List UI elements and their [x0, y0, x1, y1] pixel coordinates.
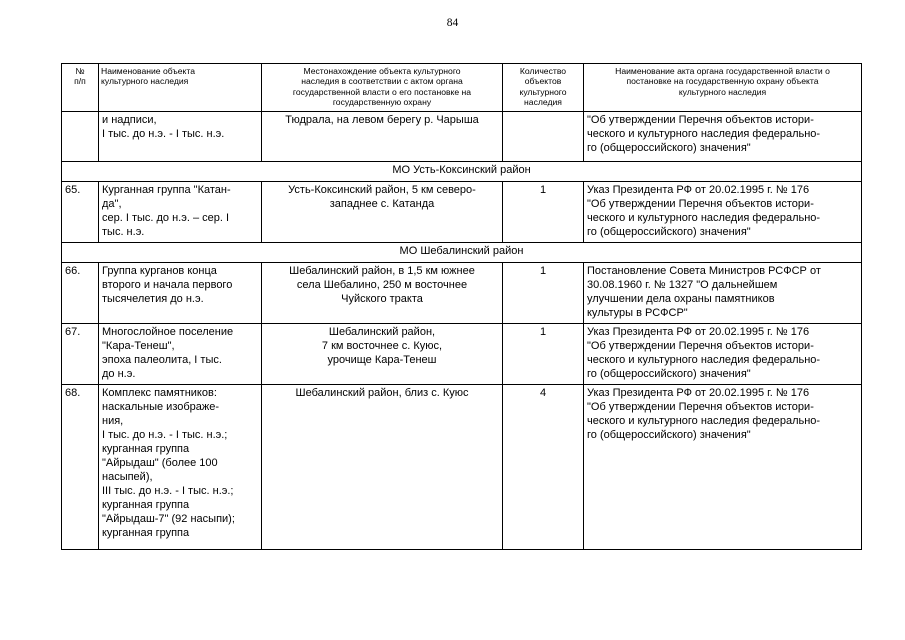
header-act: [584, 64, 862, 112]
object-name-line: наскальные изображе-: [102, 401, 220, 413]
object-name-line: Группа курганов конца: [102, 265, 217, 277]
header-line: государственной власти о его постановке на: [292, 86, 472, 97]
protection-act-line: Указ Президента РФ от 20.02.1995 г. № 176: [587, 184, 810, 196]
object-number: 66.: [62, 263, 99, 324]
table-body: [62, 112, 862, 550]
object-number: 68.: [62, 385, 99, 550]
page-number: 84: [446, 17, 459, 29]
header-line: наследия в соответствии с актом органа: [301, 76, 463, 87]
protection-act-line: ческого и культурного наследия федерально-: [587, 354, 821, 366]
object-location-line: Шебалинский район, в 1,5 км южнее: [289, 265, 475, 277]
protection-act-line: ческого и культурного наследия федерально-: [587, 128, 821, 140]
protection-act-line: Указ Президента РФ от 20.02.1995 г. № 176: [587, 387, 810, 399]
object-count: 1: [503, 263, 584, 324]
protection-act-line: го (общероссийского) значения": [587, 368, 751, 380]
header-location: [262, 64, 503, 112]
protection-act: [584, 385, 862, 550]
object-name-line: III тыс. до н.э. - I тыс. н.э.;: [102, 485, 234, 497]
object-location-line: западнее с. Катанда: [329, 198, 435, 210]
heritage-registry-table: [61, 63, 862, 550]
object-name: [99, 182, 262, 243]
object-location-line: Тюдрала, на левом берегу р. Чарыша: [285, 114, 479, 126]
object-name-line: курганная группа: [102, 443, 190, 455]
object-location: [262, 324, 503, 385]
object-location: [262, 263, 503, 324]
object-location-line: 7 км восточнее с. Куюс,: [321, 340, 443, 352]
object-name-line: до н.э.: [102, 368, 136, 380]
object-location: [262, 112, 503, 162]
header-line: п/п: [74, 76, 86, 87]
object-location: [262, 182, 503, 243]
object-location-line: Усть-Коксинский район, 5 км северо-: [288, 184, 476, 196]
protection-act: [584, 112, 862, 162]
object-name-line: второго и начала первого: [102, 279, 233, 291]
object-number: 65.: [62, 182, 99, 243]
object-name-line: Многослойное поселение: [102, 326, 234, 338]
protection-act: [584, 263, 862, 324]
object-name-line: курганная группа: [102, 499, 190, 511]
protection-act-line: "Об утверждении Перечня объектов истори-: [587, 340, 814, 352]
object-name-line: I тыс. до н.э. - I тыс. н.э.: [102, 128, 225, 140]
object-count: [503, 112, 584, 162]
header-line: культурного наследия: [101, 76, 189, 87]
protection-act: [584, 182, 862, 243]
table-row: [62, 385, 862, 550]
object-name-line: Курганная группа "Катан-: [102, 184, 231, 196]
header-line: №: [75, 66, 85, 76]
protection-act-line: го (общероссийского) значения": [587, 429, 751, 441]
header-line: наследия: [524, 97, 562, 108]
section-title: МО Усть-Коксинский район: [62, 162, 862, 182]
object-name-line: Комплекс памятников:: [102, 387, 217, 399]
object-location: [262, 385, 503, 550]
protection-act-line: Постановление Совета Министров РСФСР от: [587, 265, 821, 277]
table-row: [62, 182, 862, 243]
header-object-name: [99, 64, 262, 112]
object-name-line: "Айрыдаш-7" (92 насыпи);: [102, 513, 235, 525]
object-name-line: да",: [102, 198, 122, 210]
object-name-line: и надписи,: [102, 114, 157, 126]
protection-act-line: ческого и культурного наследия федерально-: [587, 415, 821, 427]
section-row: [62, 162, 862, 182]
object-name-line: "Кара-Тенеш",: [102, 340, 175, 352]
object-name-line: I тыс. до н.э. - I тыс. н.э.;: [102, 429, 228, 441]
object-name-line: тысячелетия до н.э.: [102, 293, 204, 305]
object-name-line: тыс. н.э.: [102, 226, 145, 238]
header-line: культурного: [519, 86, 567, 97]
table-row: [62, 324, 862, 385]
protection-act-line: ческого и культурного наследия федерально-: [587, 212, 821, 224]
protection-act-line: культуры в РСФСР": [587, 307, 688, 319]
protection-act-line: "Об утверждении Перечня объектов истори-: [587, 114, 814, 126]
header-line: культурного наследия: [678, 86, 767, 97]
object-name: [99, 263, 262, 324]
section-title: МО Шебалинский район: [62, 243, 862, 263]
table-row: [62, 263, 862, 324]
table-header-row: [62, 64, 862, 112]
protection-act-line: улучшении дела охраны памятников: [587, 293, 775, 305]
table-row: [62, 112, 862, 162]
object-name-line: насыпей),: [102, 471, 153, 483]
object-count: 1: [503, 182, 584, 243]
header-line: Наименование объекта: [101, 66, 196, 76]
object-number: 67.: [62, 324, 99, 385]
object-name-line: "Айрыдаш" (более 100: [102, 457, 218, 469]
protection-act-line: "Об утверждении Перечня объектов истори-: [587, 198, 814, 210]
header-line: объектов: [524, 76, 562, 87]
object-count: 1: [503, 324, 584, 385]
header-line: Местонахождение объекта культурного: [303, 66, 461, 76]
object-location-line: Шебалинский район, близ с. Куюс: [295, 387, 469, 399]
object-location-line: села Шебалино, 250 м восточнее: [296, 279, 468, 291]
object-name: [99, 385, 262, 550]
object-name-line: сер. I тыс. до н.э. – сер. I: [102, 212, 230, 224]
header-count: [503, 64, 584, 112]
object-name-line: эпоха палеолита, I тыс.: [102, 354, 222, 366]
protection-act-line: "Об утверждении Перечня объектов истори-: [587, 401, 814, 413]
object-name: [99, 112, 262, 162]
protection-act-line: 30.08.1960 г. № 1327 "О дальнейшем: [587, 279, 778, 291]
object-name: [99, 324, 262, 385]
object-name-line: курганная группа: [102, 527, 190, 539]
object-count: 4: [503, 385, 584, 550]
section-row: [62, 243, 862, 263]
object-location-line: урочище Кара-Тенеш: [327, 354, 437, 366]
protection-act: [584, 324, 862, 385]
object-name-line: ния,: [102, 415, 124, 427]
header-line: постановке на государственную охрану объекта: [626, 76, 819, 87]
header-num: [62, 64, 99, 112]
header-line: государственную охрану: [332, 97, 432, 108]
header-line: Наименование акта органа государственной власти о: [615, 66, 830, 76]
protection-act-line: го (общероссийского) значения": [587, 226, 751, 238]
object-location-line: Шебалинский район,: [328, 326, 436, 338]
object-location-line: Чуйского тракта: [341, 293, 423, 305]
protection-act-line: Указ Президента РФ от 20.02.1995 г. № 176: [587, 326, 810, 338]
protection-act-line: го (общероссийского) значения": [587, 142, 751, 154]
header-line: Количество: [519, 66, 567, 76]
object-number: [62, 112, 99, 162]
